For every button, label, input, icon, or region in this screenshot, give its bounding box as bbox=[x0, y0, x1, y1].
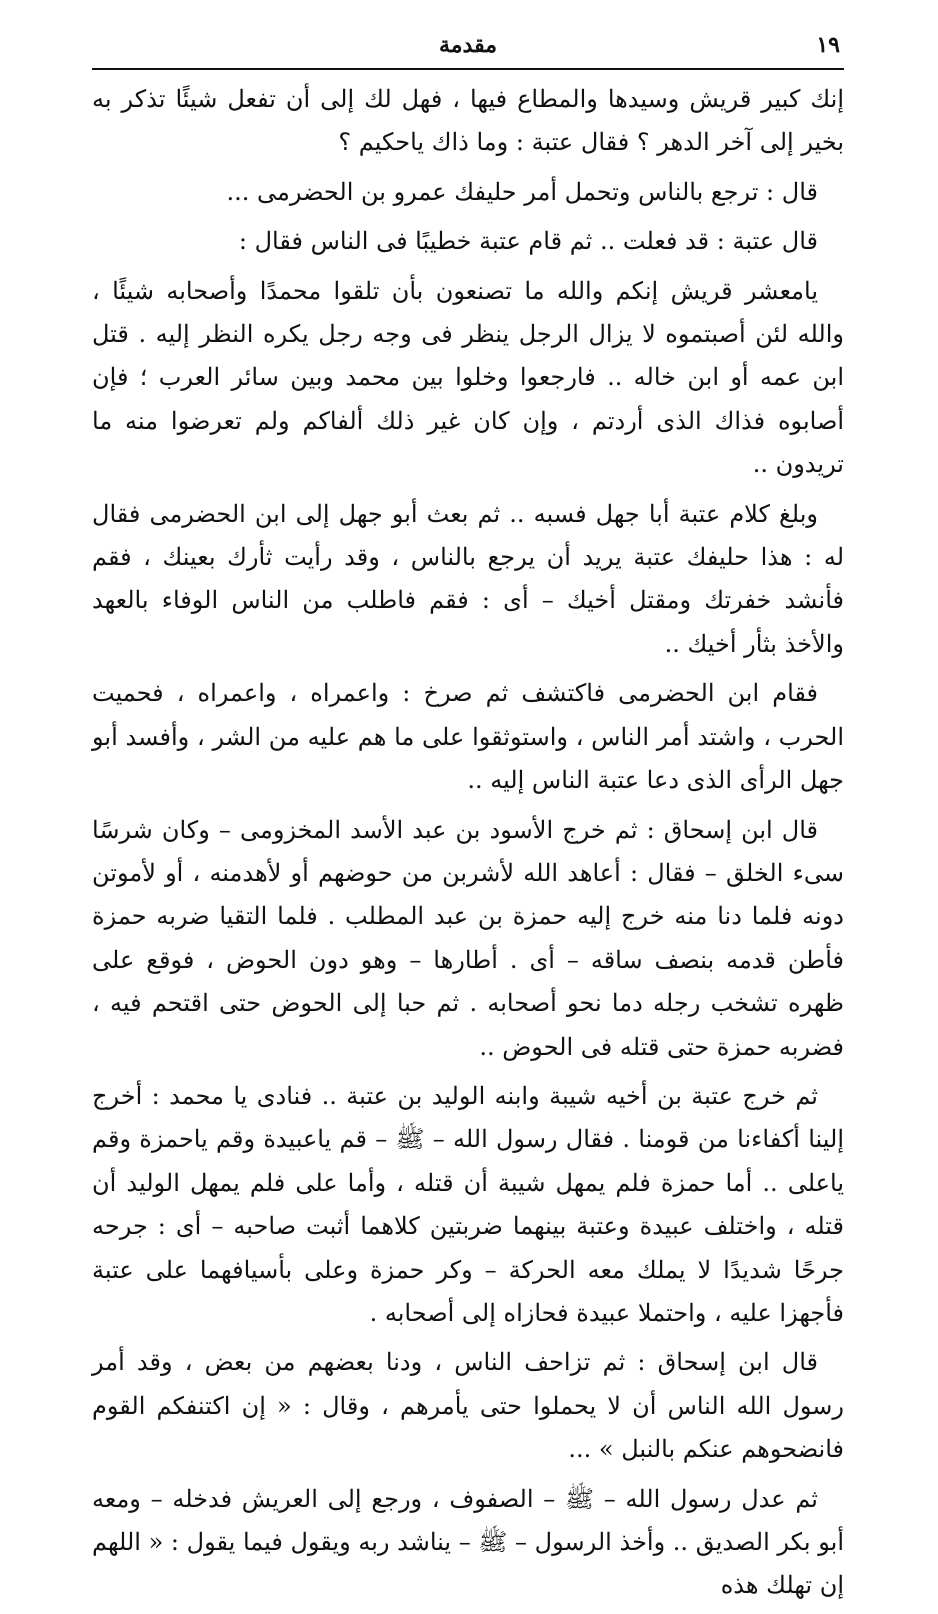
paragraph: ثم خرج عتبة بن أخيه شيبة وابنه الوليد بن عتبة .. فنادى يا محمد : أخرج إلينا أكفاءنا من قومنا . فقال رسول الله – ﷺ – قم ياعبيدة وقم ياحمزة وقم ياعلى .. أما حمزة فلم يمهل شيبة أن قتله ، وأما على فلم يمهل الوليد أن قتله ، واختلف عبيدة وعتبة بينهما ضربتين كلاهما أثبت صاحبه – أى : جرحه جرحًا شديدًا لا يملك معه الحركة – وكر حمزة وعلى بأسيافهما على عتبة فأجهزا عليه ، واحتملا عبيدة فحازاه إلى أصحابه . bbox=[92, 1081, 844, 1327]
paragraph: ثم عدل رسول الله – ﷺ – الصفوف ، ورجع إلى العريش فدخله – ومعه أبو بكر الصديق .. وأخذ الرسول – ﷺ – يناشد ربه ويقول فيما يقول : « اللهم إن تهلك هذه bbox=[92, 1484, 844, 1600]
running-head: مقدمة bbox=[438, 32, 498, 58]
paragraph: قال عتبة : قد فعلت .. ثم قام عتبة خطيبًا فى الناس فقال : bbox=[238, 227, 818, 256]
page-body bbox=[92, 78, 844, 1608]
paragraph: يامعشر قريش إنكم والله ما تصنعون بأن تلقوا محمدًا وأصحابه شيئًا ، والله لئن أصبتموه لا يزال الرجل ينظر فى وجه رجل يكره النظر إليه . قتل ابن عمه أو ابن خاله .. فارجعوا وخلوا بين محمد وبين سائر العرب ؛ فإن أصابوه فذاك الذى أردتم ، وإن كان غير ذلك ألفاكم ولم تعرضوا منه ما تريدون .. bbox=[92, 276, 844, 479]
paragraph: قال ابن إسحاق : ثم خرج الأسود بن عبد الأسد المخزومى – وكان شرسًا سىء الخلق – فقال : أعاهد الله لأشربن من حوضهم أو لأهدمنه ، أو لأموتن دونه فلما دنا منه خرج إليه حمزة بن عبد المطلب . فلما التقيا ضربه حمزة فأطن قدمه بنصف ساقه – أى . أطارها – وهو دون الحوض ، فوقع على ظهره تشخب رجله دما نحو أصحابه . ثم حبا إلى الحوض حتى اقتحم فيه ، فضربه حمزة حتى قتله فى الحوض .. bbox=[92, 815, 844, 1061]
paragraph: فقام ابن الحضرمى فاكتشف ثم صرخ : واعمراه ، واعمراه ، فحميت الحرب ، واشتد أمر الناس ، واستوثقوا على ما هم عليه من الشر ، وأفسد أبو جهل الرأى الذى دعا عتبة الناس إليه .. bbox=[92, 679, 844, 795]
page-header bbox=[92, 24, 844, 64]
page-number: ١٩ bbox=[816, 32, 840, 58]
book-page bbox=[92, 24, 844, 1614]
paragraph: إنك كبير قريش وسيدها والمطاع فيها ، فهل لك إلى أن تفعل شيئًا تذكر به بخير إلى آخر الدهر ؟ فقال عتبة : وما ذاك ياحكيم ؟ bbox=[92, 85, 844, 157]
paragraph: قال : ترجع بالناس وتحمل أمر حليفك عمرو بن الحضرمى ... bbox=[226, 177, 818, 206]
paragraph: قال ابن إسحاق : ثم تزاحف الناس ، ودنا بعضهم من بعض ، وقد أمر رسول الله الناس أن لا يحملوا حتى يأمرهم ، وقال : « إن اكتنفكم القوم فانضحوهم عنكم بالنبل » ... bbox=[92, 1348, 844, 1464]
paragraph: وبلغ كلام عتبة أبا جهل فسبه .. ثم بعث أبو جهل إلى ابن الحضرمى فقال له : هذا حليفك عتبة يريد أن يرجع بالناس ، وقد رأيت ثأرك بعينك ، فقم فأنشد خفرتك ومقتل أخيك – أى : فقم فاطلب من الناس الوفاء بالعهد والأخذ بثأر أخيك .. bbox=[92, 499, 844, 658]
header-rule bbox=[92, 68, 844, 70]
